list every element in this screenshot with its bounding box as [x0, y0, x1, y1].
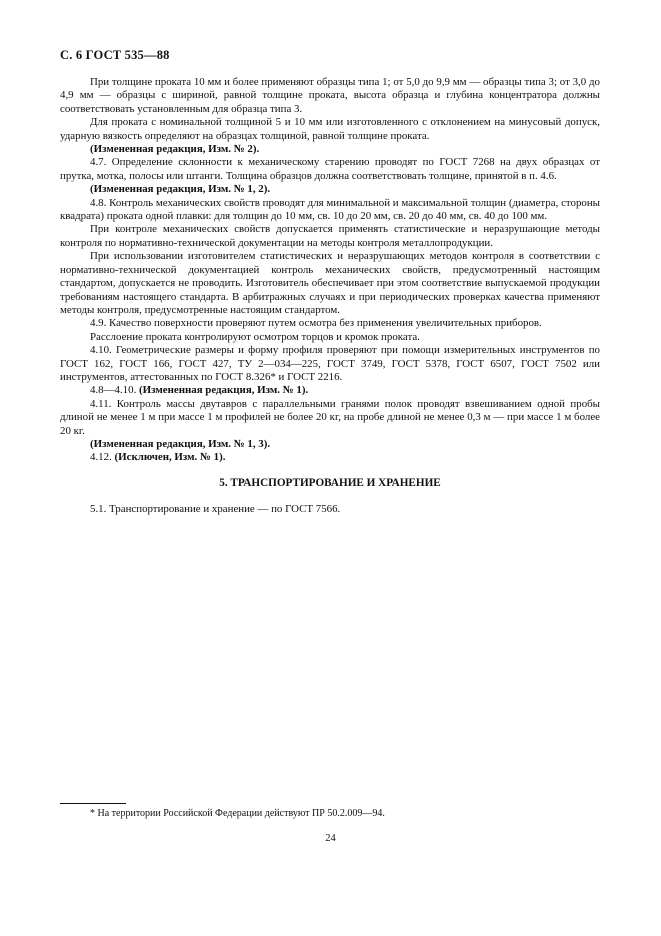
- page-number: 24: [325, 833, 336, 844]
- paragraph-4-9: 4.9. Качество поверхности проверяют путем осмотра без применения увеличительных приборов.: [90, 317, 542, 330]
- paragraph-4-7: 4.7. Определение склонности к механическому старению проводят по ГОСТ 7268 на двух образцах от прутка, мотка, полосы или штанги. Толщина образцов должна соответствовать толщине, принятой в п. 4.6.: [60, 156, 600, 182]
- paragraph-4-8: 4.8. Контроль механических свойств проводят для минимальной и максимальной толщин (диаметра, стороны квадрата) проката одной плавки: для толщин до 10 мм, св. 10 до 20 мм, св. 20 до 40 мм, св. 40 до 100 мм.: [60, 196, 600, 223]
- paragraph-manufacturer-control: При использовании изготовителем статистических и неразрушающих методов контроля в соответствии с нормативно-технической документацией контроль механических свойств, предусмотренный настоящим стандартом, допускается не проводить. Изготовитель обеспечивает при этом соответствие выпускаемой продукции требованиям настоящего стандарта. В арбитражных случаях и при периодических проверках качества применяют методы контроля, предусмотренные настоящим стандартом.: [60, 250, 600, 316]
- paragraph-nominal-thickness: Для проката с номинальной толщиной 5 и 10 мм или изготовленного с отклонением на минусовый допуск, ударную вязкость определяют на образцах толщиной, равной толщине проката.: [60, 116, 600, 142]
- amendment-note: (Измененная редакция, Изм. № 1, 2).: [90, 183, 271, 196]
- section-title: 5. ТРАНСПОРТИРОВАНИЕ И ХРАНЕНИЕ: [219, 476, 441, 489]
- exclusion-text: (Исключен, Изм. № 1).: [114, 451, 226, 464]
- amendment-text: (Измененная редакция, Изм. № 1).: [139, 384, 309, 397]
- paragraph-4-11: 4.11. Контроль массы двутавров с параллельными гранями полок проводят взвешиванием одной пробы длиной не менее 1 м при массе 1 м профилей не более 20 кг, на пробе длиной не менее 0,3 м — при массе 1 м более 20 кг.: [60, 397, 600, 437]
- footnote-divider: [60, 803, 126, 804]
- footnote: * На территории Российской Федерации действуют ПР 50.2.009—94.: [90, 808, 385, 819]
- clause-range: 4.8—4.10.: [90, 384, 140, 397]
- amendment-note-4-8-4-10: [60, 384, 600, 397]
- paragraph-4-12: [60, 451, 600, 464]
- paragraph-4-10: 4.10. Геометрические размеры и форму профиля проверяют при помощи измерительных инструментов по ГОСТ 162, ГОСТ 166, ГОСТ 427, ТУ 2—034—225, ГОСТ 3749, ГОСТ 5378, ГОСТ 6507, ГОСТ 7502 или инструментов, аттестованных по ГОСТ 8.326* и ГОСТ 2216.: [60, 344, 600, 383]
- amendment-note: (Измененная редакция, Изм. № 2).: [90, 143, 260, 156]
- paragraph-statistical-methods: При контроле механических свойств допускается применять статистические и неразрушающие методы контроля по нормативно-технической документации на методы контроля металлопродукции.: [60, 223, 600, 249]
- paragraph-specimen-types: При толщине проката 10 мм и более применяют образцы типа 1; от 5,0 до 9,9 мм — образцы типа 3; от 3,0 до 4,9 мм — образцы с шириной, равной толщине проката, высота образца и глубина концентратора должны соответствовать установленным для образца типа 3.: [60, 76, 600, 115]
- paragraph-5-1: 5.1. Транспортирование и хранение — по ГОСТ 7566.: [90, 503, 341, 516]
- paragraph-delamination: Расслоение проката контролируют осмотром торцов и кромок проката.: [90, 330, 420, 343]
- amendment-note: (Измененная редакция, Изм. № 1, 3).: [90, 437, 271, 450]
- document-body: [60, 76, 600, 517]
- clause-number: 4.12.: [90, 451, 115, 464]
- page-header: С. 6 ГОСТ 535—88: [60, 48, 170, 62]
